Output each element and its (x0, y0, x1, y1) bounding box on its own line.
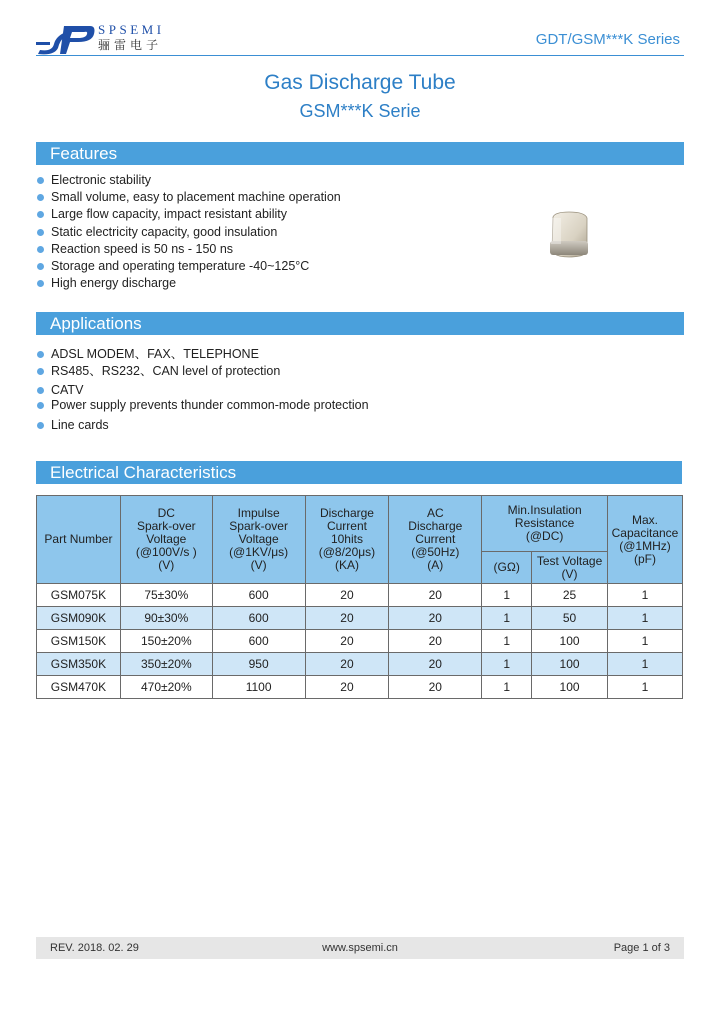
text-label: Capacitance (611, 525, 679, 540)
brand-name: SPSEMI (98, 22, 165, 37)
sp-logo-icon (36, 22, 96, 56)
list-item (36, 189, 341, 206)
list-item (36, 346, 369, 363)
brand-logo (36, 22, 176, 56)
text-label: (V) (561, 566, 578, 581)
table-row (37, 607, 683, 630)
text-label: Spark-over (136, 519, 196, 533)
page-number: Page 1 of 3 (613, 942, 670, 954)
text-label: High energy discharge (51, 276, 177, 291)
table-cell: 20 (389, 607, 482, 630)
text-label: Spark-over (229, 519, 288, 533)
list-item (36, 363, 369, 382)
gas-discharge-tube-icon (547, 211, 590, 259)
table-cell: GSM350K (37, 653, 121, 676)
table-cell: 150±20% (120, 630, 212, 653)
bullet-icon (37, 229, 44, 236)
text-label: CATV (51, 382, 84, 397)
table-cell: 1 (482, 630, 532, 653)
text-label: Min.Insulation (507, 503, 582, 517)
revision-date: REV. 2018. 02. 29 (50, 942, 139, 954)
text-label: (@DC) (525, 529, 564, 543)
col-header-impulse (212, 496, 305, 584)
table-row (37, 630, 683, 653)
text-label: (A) (427, 558, 444, 572)
list-item (36, 172, 341, 189)
text-label: 10hits (330, 532, 363, 546)
text-label: Discharge (319, 506, 374, 520)
table-cell: 100 (532, 676, 608, 699)
features-list (36, 172, 341, 292)
table-cell: 1 (607, 584, 682, 607)
electrical-heading: Electrical Characteristics (36, 461, 682, 484)
col-header-capacitance (607, 496, 682, 584)
table-cell: 90±30% (120, 607, 212, 630)
text-label: (pF) (633, 551, 656, 566)
bullet-icon (37, 351, 44, 358)
text-label: (@100V/s ) (135, 545, 197, 559)
text-label: Resistance (514, 516, 575, 530)
header-divider (36, 55, 684, 56)
table-cell: 1 (607, 607, 682, 630)
brand-name-cjk: 骊雷电子 (98, 38, 163, 52)
table-cell: 20 (305, 630, 389, 653)
table-cell: 1100 (212, 676, 305, 699)
table-row (37, 584, 683, 607)
table-cell: 1 (482, 584, 532, 607)
table-cell: 1 (482, 653, 532, 676)
table-cell: 600 (212, 607, 305, 630)
table-cell: 600 (212, 630, 305, 653)
table-cell: GSM075K (37, 584, 121, 607)
table-cell: 50 (532, 607, 608, 630)
text-label: Voltage (238, 532, 279, 546)
table-cell: 20 (305, 584, 389, 607)
table-cell: 20 (305, 676, 389, 699)
text-label: Small volume, easy to placement machine operation (51, 190, 341, 205)
text-label: Discharge (408, 519, 463, 533)
text-label: (@1KV/μs) (229, 545, 289, 559)
text-label: ADSL MODEM、FAX、TELEPHONE (51, 347, 259, 361)
page-footer (36, 937, 684, 959)
table-cell: 350±20% (120, 653, 212, 676)
bullet-icon (37, 263, 44, 270)
text-label: Line cards (51, 418, 109, 433)
list-item (36, 382, 369, 398)
text-label: (V) (158, 558, 175, 572)
features-heading: Features (36, 142, 684, 165)
list-item (36, 258, 341, 275)
col-header-insulation (482, 496, 608, 552)
table-cell: 20 (305, 607, 389, 630)
text-label: (@50Hz) (411, 545, 460, 559)
table-cell: 75±30% (120, 584, 212, 607)
table-row (37, 653, 683, 676)
text-label: (V) (250, 558, 267, 572)
bullet-icon (37, 211, 44, 218)
text-label: Test Voltage (536, 553, 603, 568)
text-label: (KA) (334, 558, 359, 572)
series-label: GDT/GSM***K Series (535, 31, 680, 48)
text-label: (@8/20μs) (318, 545, 376, 559)
bullet-icon (37, 368, 44, 375)
list-item (36, 397, 369, 417)
bullet-icon (37, 246, 44, 253)
table-cell: 1 (607, 630, 682, 653)
document-subtitle: GSM***K Serie (299, 101, 421, 121)
text-label: Static electricity capacity, good insulation (51, 224, 278, 239)
list-item (36, 275, 341, 292)
text-label: RS485、RS232、CAN level of protection (51, 364, 281, 379)
text-label: Reaction speed is 50 ns - 150 ns (51, 241, 234, 256)
bullet-icon (37, 177, 44, 184)
text-label: (GΩ) (493, 560, 520, 574)
col-header-test-voltage (532, 552, 608, 584)
table-cell: 1 (607, 653, 682, 676)
list-item (36, 206, 341, 223)
table-cell: 600 (212, 584, 305, 607)
table-cell: 100 (532, 653, 608, 676)
table-cell: 1 (482, 676, 532, 699)
text-label: Current (415, 532, 456, 546)
bullet-icon (37, 402, 44, 409)
document-title: Gas Discharge Tube (264, 71, 456, 94)
col-header-ac-discharge (389, 496, 482, 584)
table-cell: 470±20% (120, 676, 212, 699)
text-label: AC (426, 506, 444, 520)
text-label: Storage and operating temperature -40~125°C (51, 258, 310, 273)
product-image (547, 211, 590, 259)
applications-heading: Applications (36, 312, 684, 335)
applications-list (36, 346, 369, 434)
col-header-dc-spark-over (120, 496, 212, 584)
text-label: (@1MHz) (619, 538, 671, 553)
table-cell: GSM150K (37, 630, 121, 653)
website-url: www.spsemi.cn (322, 942, 398, 954)
text-label: DC (157, 506, 175, 520)
table-cell: 1 (607, 676, 682, 699)
table-cell: 20 (389, 653, 482, 676)
table-cell: 20 (389, 630, 482, 653)
text-label: Current (326, 519, 367, 533)
col-header-insulation-unit (482, 552, 532, 584)
electrical-characteristics-table (36, 495, 683, 699)
table-cell: 20 (305, 653, 389, 676)
text-label: Impulse (237, 506, 280, 520)
table-cell: 20 (389, 584, 482, 607)
text-label: Max. (631, 512, 658, 527)
list-item (36, 417, 369, 434)
table-cell: 1 (482, 607, 532, 630)
table-cell: 100 (532, 630, 608, 653)
text-label: Electronic stability (51, 173, 152, 187)
text-label: Power supply prevents thunder common-mode protection (51, 398, 369, 413)
table-cell: GSM090K (37, 607, 121, 630)
text-label: Large flow capacity, impact resistant ability (51, 207, 287, 222)
col-header-part-number (37, 496, 121, 584)
table-cell: 20 (389, 676, 482, 699)
list-item (36, 224, 341, 241)
bullet-icon (37, 387, 44, 394)
text-label: Voltage (146, 532, 187, 546)
list-item (36, 241, 341, 258)
bullet-icon (37, 280, 44, 287)
table-row (37, 676, 683, 699)
table-cell: 25 (532, 584, 608, 607)
text-label: Part Number (44, 532, 113, 546)
table-cell: GSM470K (37, 676, 121, 699)
bullet-icon (37, 422, 44, 429)
table-cell: 950 (212, 653, 305, 676)
bullet-icon (37, 194, 44, 201)
col-header-discharge (305, 496, 389, 584)
